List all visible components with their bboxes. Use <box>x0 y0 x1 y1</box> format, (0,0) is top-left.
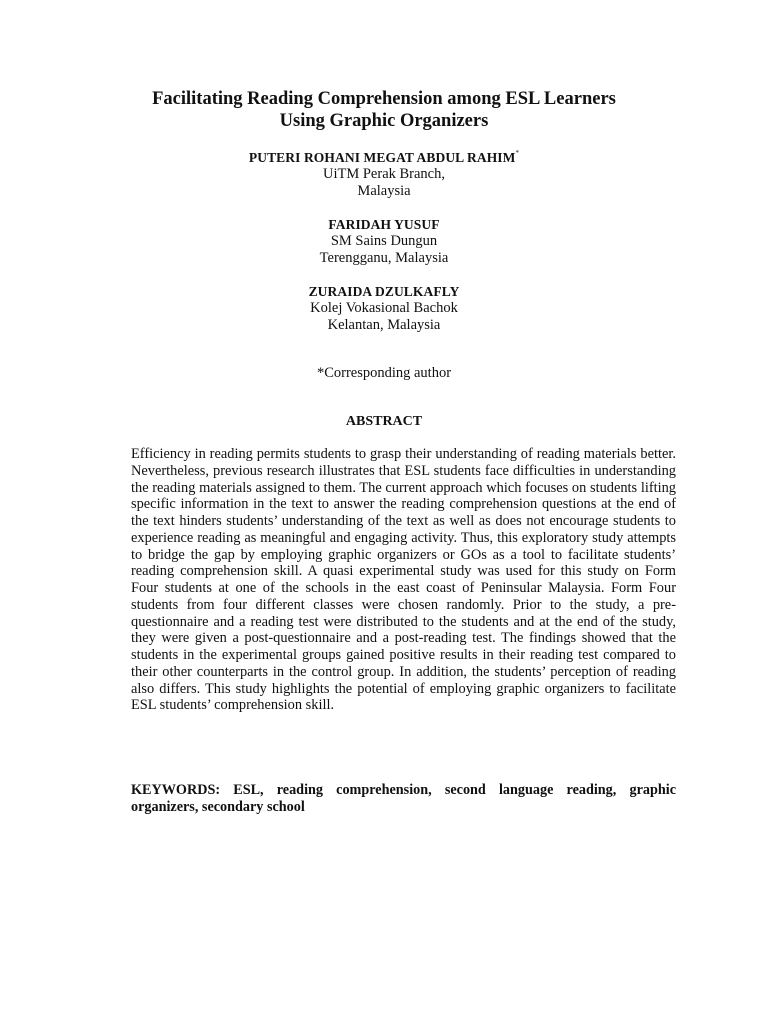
author-affiliation-2-line-1: SM Sains Dungun <box>330 233 438 249</box>
author-block-1 <box>100 149 668 200</box>
author-name-2: FARIDAH YUSUF <box>328 217 440 232</box>
author-name-3: ZURAIDA DZULKAFLY <box>308 284 460 299</box>
paper-title-line-1: Facilitating Reading Comprehension among ESL Learners <box>152 89 616 109</box>
paper-title-line-2: Using Graphic Organizers <box>279 111 489 131</box>
author-block-2 <box>100 216 668 267</box>
corresponding-author-note: *Corresponding author <box>316 365 452 381</box>
keywords: KEYWORDS: ESL, reading comprehension, second language reading, graphic organizers, secondary school <box>131 782 676 815</box>
author-name-1 <box>100 149 668 166</box>
abstract-heading: ABSTRACT <box>345 414 423 429</box>
author-name-1-text: PUTERI ROHANI MEGAT ABDUL RAHIM <box>248 150 516 165</box>
paper-title <box>100 88 668 132</box>
corresponding-marker: * <box>515 149 520 157</box>
author-affiliation-1-line-1: UiTM Perak Branch, <box>322 166 445 182</box>
abstract-text: Efficiency in reading permits students to grasp their understanding of reading materials better. Nevertheless, previous research illustrates that ESL students face difficulties in understanding the reading materials assigned to them. The current approach which focuses on students lifting specific information in the text to answer the reading comprehension questions at the end of the text hinders students’ understanding of the text as well as does not encourage students to experience reading as meaningful and engaging activity. Thus, this exploratory study attempts to bridge the gap by employing graphic organizers or GOs as a tool to facilitate students’ reading comprehension skill. A quasi experimental study was used for this study on Form Four students at one of the schools in the east coast of Peninsular Malaysia. Form Four students from four different classes were chosen randomly. Prior to the study, a pre-questionnaire and a reading test were distributed to the students and at the end of the study, they were given a post-questionnaire and a post-reading test. The findings showed that the students in the experimental groups gained positive results in their reading test compared to their other counterparts in the control group. In addition, the students’ perception of reading also differs. This study highlights the potential of employing graphic organizers to facilitate ESL students’ comprehension skill. <box>131 446 676 714</box>
author-affiliation-2-line-2: Terengganu, Malaysia <box>319 250 449 266</box>
author-affiliation-1-line-2: Malaysia <box>357 183 411 199</box>
author-affiliation-3-line-2: Kelantan, Malaysia <box>327 317 441 333</box>
author-affiliation-3-line-1: Kolej Vokasional Bachok <box>310 300 458 316</box>
author-block-3 <box>100 283 668 334</box>
